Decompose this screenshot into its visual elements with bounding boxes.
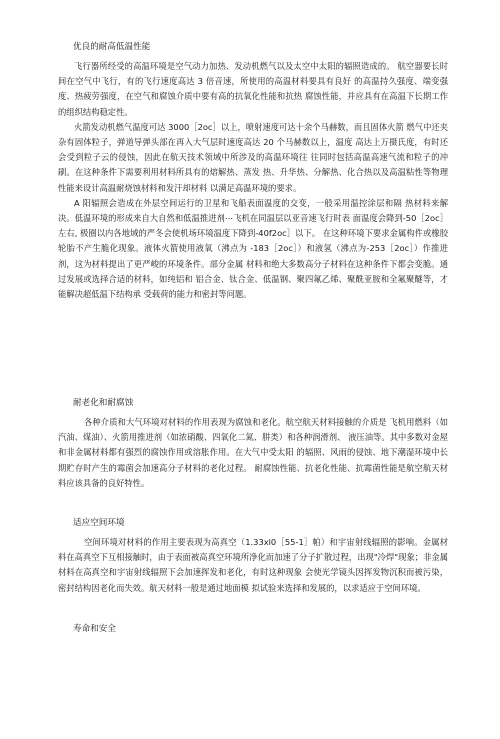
section-high-low-temperature	[0, 42, 500, 302]
paragraph: 飞行器所经受的高温环境是空气动力加热、发动机燃气以及太空中太阳的辐照造成的。 航空器要长时间在空气中飞行，有的飞行速度高达 3 倍音速，所使用的高温材料要具有良好 的高温持久强度、端变强度、热疲劳强度，在空气和腐蚀介质中要有高的抗氧化性能和抗热 腐蚀性能，并应具有在高温下长期工作的组织结构稳定性。	[58, 61, 448, 117]
section-heading: 寿命和安全	[73, 624, 116, 634]
section-heading: 适应空间环境	[73, 518, 125, 528]
paragraph: 各种介质和大气环境对材料的作用表现为腐蚀和老化。航空航天材料接触的介质是 飞机用燃料（如汽油、煤油）、火箭用推进剂（如浓硝酸、四氧化二氮、肼类）和各种润滑剂、 液压油等。其中多数对金屋和非金属材料都有强烈的腐蚀作用或溶胀作用。在大气中受太阳 的辐照、风雨的侵蚀、地下潮湿环境中长期贮存时产生的霉菌会加速高分子材料的老化过程。 耐腐蚀性能、抗老化性能、抗霉菌性能是航空航天材料应该具备的良好特性。	[58, 417, 448, 488]
section-heading: 优良的耐高低温性能	[73, 42, 151, 52]
section-space-environment	[0, 518, 500, 596]
section-aging-corrosion	[0, 398, 500, 491]
section-life-safety	[0, 624, 500, 635]
section-heading: 耐老化和耐腐蚀	[73, 398, 134, 408]
paragraph: A 阳辐照会造成在外层空间运行的卫星和飞船表面温度的交变，一般采用温控涂层和隔 热材料来解决。低温环境的形成来自大自然和低温推进剂⋯飞机在同温层以亚音速飞行时表 面温度会降到-50［2oc］左右, 极圈以内各地域的严冬会使机场环境温度下降到-40f2oc］以下。 在这种环境下要求金属构件或橡胶轮胎不产生脆化现象。液体火箭使用液氧（沸点为 -183［2oc］）和液氢（沸点为-253［2oc］）作推进剂，这为材料提出了更严峻的环境条件。部分金属 材料和绝大多数高分子材料在这种条件下都会变脆。通过发展或选择合适的材料，如纯铝和 铝合金、钛合金、低温钢、聚四氟乙烯、聚酰亚胺和全氟聚醚等，才能解决超低温下结构承 受载荷的能力和密封等问题。	[58, 197, 448, 300]
paragraph: 火箭发动机燃气温度可达 3000［2oc］以上，喷射速度可达十余个马赫数，而且固体火箭 燃气中还夹杂有固体粒子，弹道导弹头部在再入大气层时速度高达 20 个马赫数以上，温度 高达上万摄氏度，有时还会受到粒子云的侵蚀，因此在航天技术领域中所涉及的高温环境往 往同时包括高温高速气流和粒子的冲刷。在这种条件下需要利用材料所具有的熔解热、蒸发 热、升华热、分解热、化合热以及高温粘性等物理性能来设计高温耐烧蚀材料和发汗却材料 以满足高温环境的要求。	[58, 121, 448, 193]
paragraph: 空间环境对材料的作用主要表现为高真空（1.33xl0［55-1］帕）和宇宙射线辐照的影响。金属材料在高真空下互相接触时，由于表面被高真空环境所净化而加速了分子扩散过程，出现"冷焊"现象；非金属材料在高真空和宇宙射线辐照下会加速挥发和老化，有时这种现象 会使光学镜头因挥发物沉积而被污染，密封结构因老化而失效。航天材料一般是通过地面模 拟试验来选择和发展的，以求适应于空间环境。	[58, 537, 448, 593]
